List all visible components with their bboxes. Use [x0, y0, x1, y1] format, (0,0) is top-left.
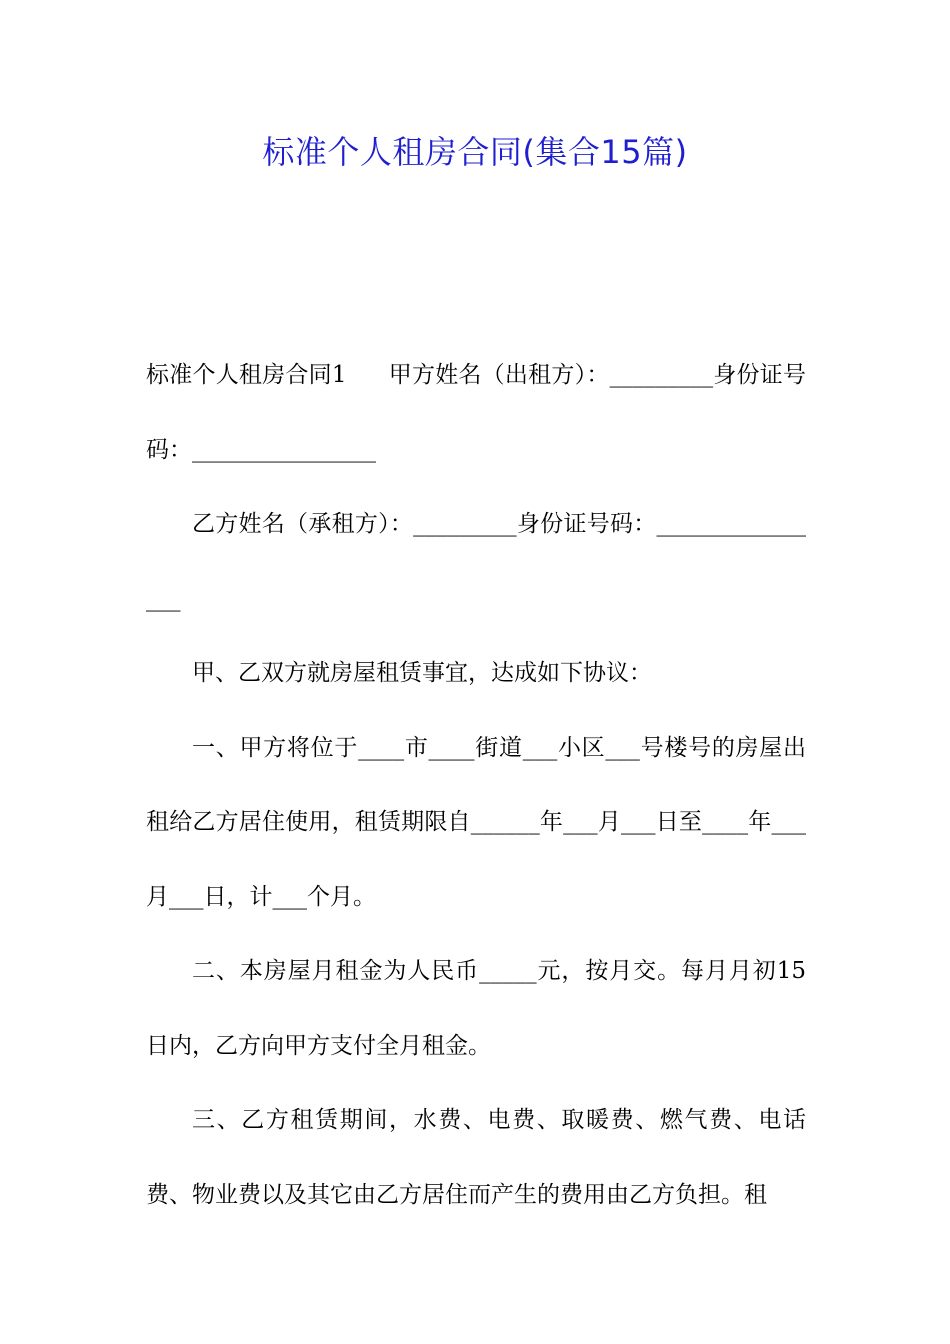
paragraph-clause-3: 三、乙方租赁期间，水费、电费、取暖费、燃气费、电话费、物业费以及其它由乙方居住而产生的费用由乙方负担。租: [146, 1107, 806, 1208]
document-title: 标准个人租房合同(集合15篇): [262, 133, 688, 171]
document-body: [146, 338, 806, 1232]
paragraph-clause-2: 二、本房屋月租金为人民币_____元，按月交。每月月初15日内，乙方向甲方支付全月租金。: [146, 958, 806, 1059]
paragraph-party-a: [146, 338, 806, 487]
paragraph-clause-1: 一、甲方将位于____市____街道___小区___号楼号的房屋出租给乙方居住使用，租赁期限自______年___月___日至____年___月___日，计___个月。: [146, 734, 806, 910]
paragraph-party-b: 乙方姓名（承租方）：_________身份证号码：________________: [146, 511, 806, 612]
contract-heading: 标准个人租房合同1: [146, 362, 347, 388]
paragraph-agreement: 甲、乙双方就房屋租赁事宜，达成如下协议：: [192, 660, 652, 686]
party-a-text: 甲方姓名（出租方）：_________身份证号码：________________: [146, 362, 806, 463]
